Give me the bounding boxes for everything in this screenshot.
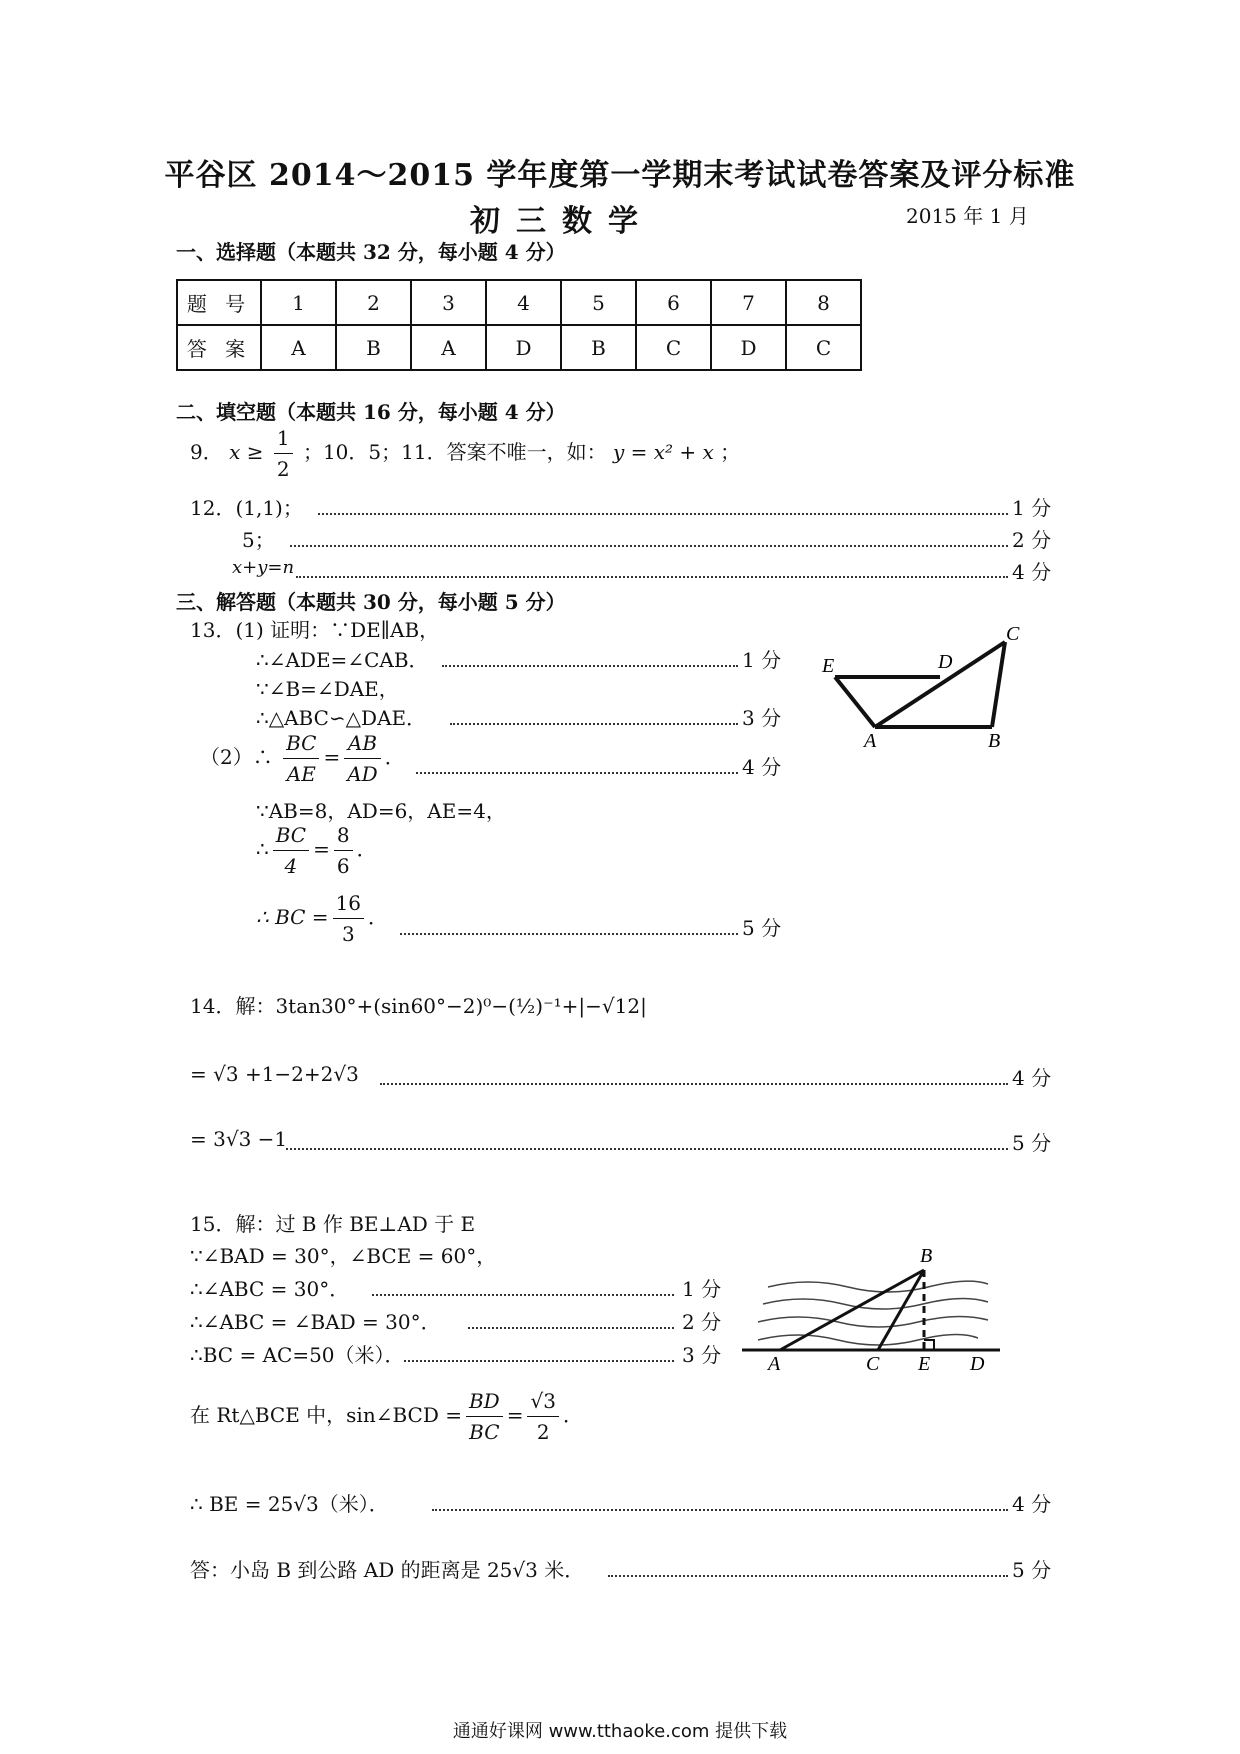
q11-expr: y = x² + x — [612, 440, 714, 464]
q9-fraction — [274, 423, 293, 484]
dot-leader — [608, 1574, 1008, 1577]
dot-leader — [404, 1359, 674, 1362]
page-title: 平谷区 2014～2015 学年度第一学期末考试试卷答案及评分标准 — [164, 158, 1076, 193]
dot-leader — [290, 544, 1008, 547]
line-ea — [835, 677, 875, 727]
table-row — [177, 280, 861, 325]
q15-score3: 3 分 — [682, 1343, 722, 1367]
q13-line1: 13．(1) 证明：∵DE∥AB， — [190, 618, 440, 642]
table-cell: B — [561, 325, 636, 370]
frac-num: AB — [344, 728, 380, 759]
footer-text: 通通好课网 www.tthaoke.com 提供下载 — [452, 1721, 788, 1742]
q15-answer: 答：小岛 B 到公路 AD 的距离是 25√3 米． — [190, 1558, 585, 1582]
q9-rest: ；10．5；11．答案不唯一，如： — [302, 440, 607, 464]
table-cell: 3 — [411, 280, 486, 325]
section3-heading: 三、解答题（本题共 30 分，每小题 5 分） — [176, 590, 566, 614]
label-a: A — [864, 730, 877, 752]
q14-line3: = 3√3 −1 — [190, 1127, 288, 1151]
section1-heading: 一、选择题（本题共 32 分，每小题 4 分） — [176, 240, 566, 264]
table-row — [177, 325, 861, 370]
frac-den: 2 — [276, 457, 290, 481]
wave-line — [768, 1281, 988, 1292]
table-cell: C — [786, 325, 861, 370]
dot-leader — [318, 512, 1008, 515]
table-cell: 4 — [486, 280, 561, 325]
fraction — [527, 1386, 558, 1447]
triangle-figure-1 — [810, 622, 1040, 757]
q14-line2: = √3 +1−2+2√3 — [190, 1062, 359, 1086]
dot-leader — [416, 771, 738, 774]
dot-leader — [380, 1082, 1008, 1085]
dot-leader — [400, 932, 738, 935]
table-cell: 2 — [336, 280, 411, 325]
q13-line7: ∴ $\frac{BC}{4}$ = $\frac{8}{6}$ ． — [256, 820, 377, 881]
table-cell: 1 — [261, 280, 336, 325]
q13-line2: ∴∠ADE=∠CAB． — [256, 648, 429, 672]
table-cell: 8 — [786, 280, 861, 325]
q13-score1: 1 分 — [742, 648, 782, 672]
q13-line4: ∴△ABC∽△DAE． — [256, 706, 427, 730]
frac-num: BC — [273, 820, 309, 851]
table-header-number: 题 号 — [177, 280, 261, 325]
wave-line — [758, 1316, 988, 1327]
q15-score5: 5 分 — [1012, 1558, 1052, 1582]
q11-end: ； — [720, 440, 741, 464]
label-b: B — [920, 1245, 933, 1267]
fraction — [333, 888, 364, 949]
label-c: C — [1006, 623, 1020, 645]
q15-line7: ∴ BE = 25√3（米）． — [190, 1492, 389, 1516]
frac-num: 8 — [334, 820, 353, 851]
q15-line2: ∵∠BAD = 30°，∠BCE = 60°， — [190, 1244, 497, 1268]
q13-bc: ∴ BC = — [256, 905, 329, 929]
label-c: C — [866, 1353, 880, 1372]
frac-den: 2 — [536, 1420, 550, 1444]
q13-score3: 3 分 — [742, 706, 782, 730]
fraction — [334, 820, 353, 881]
page-subtitle: 初三数学 — [470, 204, 654, 239]
q14-line1: 14．解：3tan30°+(sin60°−2)⁰−(½)⁻¹+|−√12| — [190, 994, 647, 1018]
q12-score2: 2 分 — [1012, 528, 1052, 552]
dot-leader — [296, 575, 1008, 578]
dot-leader — [372, 1293, 674, 1296]
q12-score4: 4 分 — [1012, 560, 1052, 584]
q9-prefix: 9． — [190, 440, 223, 464]
table-cell: 7 — [711, 280, 786, 325]
q15-line6: 在 Rt△BCE 中，sin∠BCD = $\frac{BD}{BC}$ = $\frac{√3}{2}$ ． — [190, 1386, 583, 1447]
q15-sin-prefix: 在 Rt△BCE 中，sin∠BCD = — [190, 1403, 462, 1427]
label-b: B — [988, 730, 1001, 752]
frac-den: 3 — [341, 922, 355, 946]
q13-line8: ∴ BC = $\frac{16}{3}$ ． — [256, 888, 388, 949]
table-cell: B — [336, 325, 411, 370]
dot-leader — [432, 1508, 1008, 1511]
table-cell: 6 — [636, 280, 711, 325]
q14-score5: 5 分 — [1012, 1131, 1052, 1155]
frac-num: 16 — [333, 888, 364, 919]
dot-leader — [468, 1326, 674, 1329]
table-cell: 5 — [561, 280, 636, 325]
fraction — [344, 728, 380, 789]
q13-line3: ∵∠B=∠DAE， — [256, 677, 399, 701]
q15-line3: ∴∠ABC = 30°． — [190, 1277, 350, 1301]
q13-part2-prefix: （2）∴ — [200, 745, 273, 769]
table-cell: C — [636, 325, 711, 370]
q15-score2: 2 分 — [682, 1310, 722, 1334]
q15-line1: 15．解：过 B 作 BE⊥AD 于 E — [190, 1212, 476, 1236]
q12-line2: 5； — [242, 528, 275, 552]
q9-expr: x ≥ — [229, 440, 264, 464]
exam-date: 2015 年 1 月 — [906, 204, 1029, 228]
frac-den: AD — [347, 762, 378, 786]
frac-num: BC — [283, 728, 319, 759]
fraction — [283, 728, 319, 789]
q15-line5: ∴BC = AC=50（米）． — [190, 1343, 405, 1367]
table-cell: D — [711, 325, 786, 370]
label-d: D — [938, 651, 953, 673]
frac-den: 6 — [336, 854, 350, 878]
q13-line6: ∵AB=8，AD=6，AE=4， — [256, 799, 506, 823]
dot-leader — [442, 664, 738, 667]
q15-score1: 1 分 — [682, 1277, 722, 1301]
q12-score1: 1 分 — [1012, 496, 1052, 520]
frac-num: BD — [466, 1386, 503, 1417]
q15-line4: ∴∠ABC = ∠BAD = 30°． — [190, 1310, 441, 1334]
wave-line — [763, 1298, 988, 1309]
answer-table — [176, 279, 862, 371]
section2-heading: 二、填空题（本题共 16 分，每小题 4 分） — [176, 400, 566, 424]
frac-num: 1 — [274, 423, 293, 454]
q13-score4: 4 分 — [742, 755, 782, 779]
q9-line — [190, 423, 740, 484]
dot-leader — [450, 722, 738, 725]
frac-den: AE — [286, 762, 316, 786]
dot-leader — [286, 1147, 1008, 1150]
table-cell: D — [486, 325, 561, 370]
q13-score5: 5 分 — [742, 916, 782, 940]
label-a: A — [768, 1353, 781, 1372]
table-cell: A — [261, 325, 336, 370]
line-bc — [992, 642, 1005, 727]
q12-line3: x+y=n — [232, 557, 295, 578]
table-header-answer: 答 案 — [177, 325, 261, 370]
frac-num: √3 — [527, 1386, 558, 1417]
q15-score4: 4 分 — [1012, 1492, 1052, 1516]
fraction — [466, 1386, 503, 1447]
label-e: E — [918, 1353, 931, 1372]
fraction — [273, 820, 309, 881]
label-e: E — [822, 655, 835, 677]
label-d: D — [970, 1353, 985, 1372]
q13-part2: （2）∴ $\frac{BC}{AE}$ = $\frac{AB}{AD}$ ． — [200, 728, 405, 789]
frac-den: 4 — [284, 854, 298, 878]
island-figure — [738, 1242, 1008, 1372]
frac-den: BC — [469, 1420, 500, 1444]
q14-score4: 4 分 — [1012, 1066, 1052, 1090]
q12-line1: 12．(1,1)； — [190, 496, 303, 520]
table-cell: A — [411, 325, 486, 370]
